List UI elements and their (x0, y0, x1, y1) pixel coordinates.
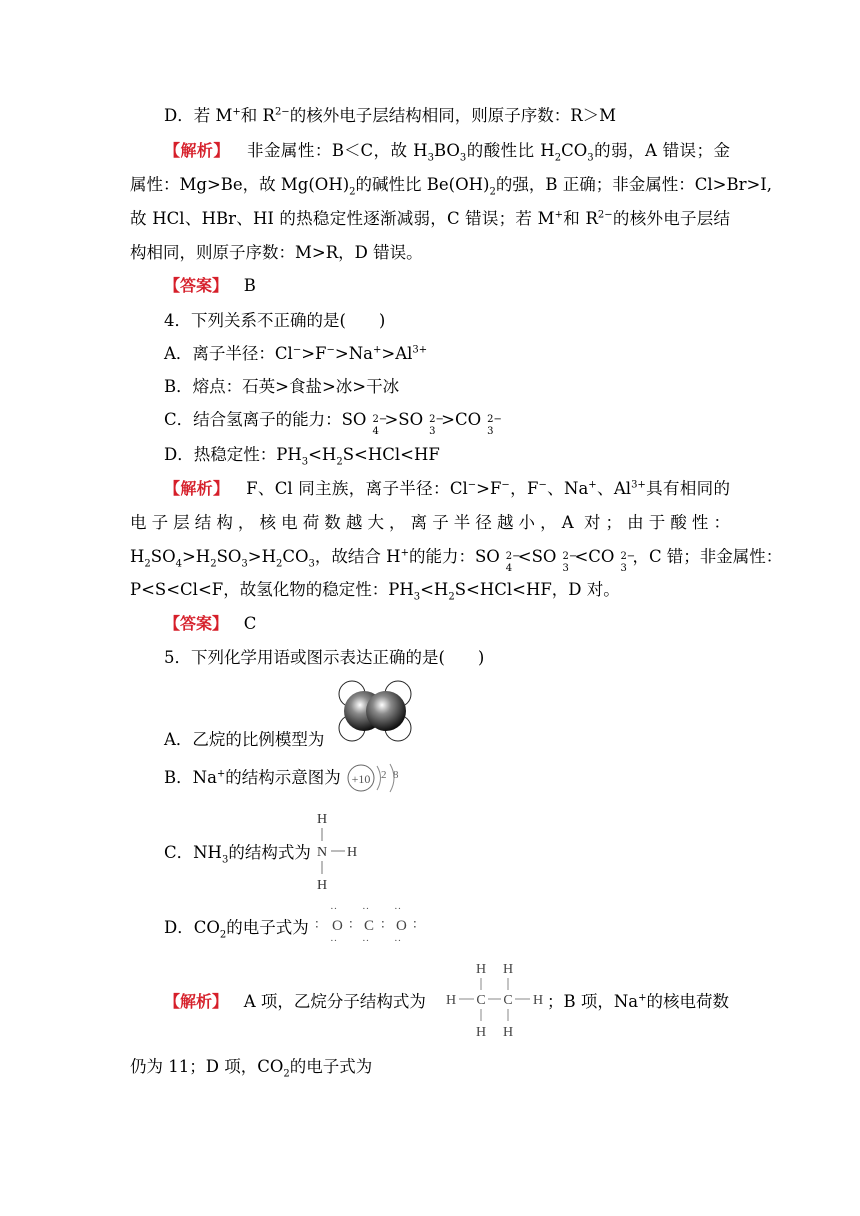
ion-script (556, 548, 578, 574)
atom-h: H (502, 1025, 514, 1040)
sub: 3 (308, 558, 315, 570)
q3-answer (164, 276, 256, 296)
atom-h: H (346, 845, 358, 860)
q5-option-a (164, 730, 324, 750)
text: B．熔点：石英>食盐>冰>干冰 (164, 377, 400, 396)
sodium-ion-structure-diagram (344, 762, 404, 796)
text: 和 R (240, 106, 275, 125)
atom-h: H (532, 993, 544, 1008)
sup: 3+ (412, 344, 428, 356)
text: <H (308, 445, 337, 464)
sub: 3 (429, 425, 436, 437)
text: 的能力：SO (408, 547, 500, 566)
analysis-label: 【解析】 (164, 479, 230, 498)
text: <SO (517, 547, 557, 566)
sub: 2 (489, 186, 496, 198)
q3-analysis-line-1 (164, 141, 730, 164)
sup: 2− (274, 106, 290, 118)
text: >H (247, 547, 277, 566)
atom-o: O (332, 918, 343, 934)
text: 非金属性：B＜C，故 H (247, 141, 428, 160)
sub: 3 (427, 152, 434, 164)
ion-script (614, 548, 636, 574)
text: F、Cl 同主族，离子半径：Cl (246, 479, 468, 498)
lone-pair: ∶ (315, 918, 319, 933)
q3-option-d (164, 106, 616, 126)
q4-analysis-line-3 (130, 547, 783, 574)
text: B．Na (164, 768, 217, 787)
lone-pair: ·· (394, 903, 402, 915)
atom-c: C (503, 993, 513, 1008)
atom-h: H (475, 1025, 487, 1040)
text: D．热稳定性：PH (164, 445, 302, 464)
text: ，故结合 H (314, 547, 401, 566)
text: C．结合氢离子的能力：SO (164, 410, 367, 429)
lone-pair: ∶ (413, 918, 417, 933)
sup: + (588, 479, 597, 491)
text: 的电子式为 (289, 1057, 373, 1076)
sup: + (232, 106, 241, 118)
q5-option-d (164, 918, 309, 941)
lone-pair: ·· (394, 935, 402, 946)
text: S<HCl<HF，D 对。 (454, 580, 620, 599)
answer-value: B (243, 276, 256, 295)
text: 具有相同的 (645, 479, 731, 498)
sub: 2 (554, 152, 562, 164)
ion-script (500, 548, 521, 574)
sup: 2− (562, 550, 578, 562)
sup: + (400, 547, 409, 559)
atom-h: H (316, 812, 328, 827)
text: 的核外电子层结 (612, 209, 730, 228)
shared-pair: ∶ (381, 918, 385, 933)
shell-electron-count: 8 (393, 769, 399, 781)
text: ，C 错；非金属性： (632, 547, 783, 566)
q5-analysis-line-1 (164, 992, 426, 1012)
carbon-atom (366, 691, 406, 731)
atom-h: H (502, 962, 514, 977)
text: 4．下列关系不正确的是( ) (164, 311, 386, 330)
text: 的电子式为 (226, 918, 309, 937)
text: 故 HCl、HBr、HI 的热稳定性逐渐减弱，C 错误；若 M (130, 209, 555, 228)
text: >Na (334, 344, 373, 363)
sub: 3 (587, 152, 594, 164)
text: >F (476, 479, 502, 498)
q5-analysis-line-1-tail (547, 992, 729, 1012)
text: 的弱，A 错误；金 (593, 141, 730, 160)
nucleus-charge: +10 (351, 772, 371, 786)
text: 的结构式为 (228, 843, 311, 862)
atom-c: C (364, 918, 375, 934)
text: >Al (381, 344, 413, 363)
lone-pair: ·· (330, 935, 338, 946)
text: 的核电荷数 (646, 992, 730, 1011)
text: CO (561, 141, 588, 160)
sub: 3 (413, 591, 421, 603)
text: 的结构示意图为 (225, 768, 341, 787)
sub: 3 (487, 425, 494, 437)
sup: 3+ (631, 479, 646, 491)
q5-option-c (164, 843, 311, 866)
sup: 2− (487, 413, 502, 425)
atom-n: N (316, 845, 328, 860)
sup: 2− (597, 209, 613, 221)
text: 的酸性比 H (466, 141, 555, 160)
atom-o: O (396, 918, 407, 934)
q4-option-c (164, 410, 502, 437)
text: S<HCl<HF (342, 445, 440, 464)
sub: 2 (276, 558, 283, 570)
text: A．乙烷的比例模型为 (164, 730, 325, 749)
sub: 4 (372, 425, 379, 437)
atom-h: H (316, 878, 328, 893)
q3-analysis-line-4 (130, 243, 423, 263)
q4-option-a (164, 344, 427, 364)
text: D．若 M (164, 106, 233, 125)
atom-c: C (476, 993, 486, 1008)
sup: − (538, 479, 547, 491)
text: ，F (509, 479, 539, 498)
sub: 2 (219, 929, 227, 941)
ion-script (481, 411, 502, 437)
q4-analysis-line-4 (130, 580, 620, 603)
sub: 2 (336, 456, 343, 468)
sub: 4 (175, 558, 182, 570)
sub: 3 (459, 152, 467, 164)
text: 5．下列化学用语或图示表达正确的是( ) (164, 648, 485, 667)
ethane-structural-formula (444, 956, 546, 1044)
text: 、Na (546, 479, 589, 498)
text: C．NH (164, 843, 222, 862)
atom-h: H (445, 993, 457, 1008)
q4-option-b (164, 377, 399, 397)
sup: 2− (505, 550, 521, 562)
lone-pair: ·· (362, 903, 370, 915)
q4-analysis-line-2 (130, 513, 730, 533)
sup: + (373, 344, 382, 356)
ammonia-structural-formula (312, 808, 364, 894)
text: 属性：Mg>Be，故 Mg(OH) (130, 175, 350, 194)
text: ；B 项，Na (547, 992, 639, 1011)
text: 和 R (562, 209, 598, 228)
text: 的碱性比 Be(OH) (355, 175, 490, 194)
sub: 2 (210, 558, 217, 570)
sub: 3 (562, 562, 569, 574)
q4-stem (164, 311, 385, 331)
q4-analysis-line-1 (164, 479, 730, 499)
shared-pair: ∶ (349, 918, 353, 933)
sup: − (501, 479, 510, 491)
sub: 2 (144, 558, 151, 570)
text: 、Al (596, 479, 632, 498)
lone-pair: ·· (362, 935, 370, 946)
sub: 2 (448, 591, 455, 603)
q4-answer (164, 614, 256, 634)
sub: 2 (283, 1068, 290, 1080)
q3-analysis-line-3 (130, 209, 730, 229)
ion-script (366, 411, 388, 437)
sup: − (292, 344, 302, 356)
text: 的核外电子层结构相同，则原子序数：R＞M (289, 106, 617, 125)
text: A．离子半径：Cl (164, 344, 293, 363)
co2-electron-formula (312, 900, 424, 946)
text: CO (282, 547, 309, 566)
shell-electron-count: 2 (381, 769, 387, 781)
q4-option-d (164, 445, 440, 468)
text: >CO (441, 410, 482, 429)
sup: 2− (429, 413, 444, 425)
sub: 2 (349, 186, 356, 198)
text: 电子层结构，核电荷数越大，离子半径越小，A 对；由于酸性： (130, 513, 730, 532)
sub: 3 (301, 456, 309, 468)
answer-label: 【答案】 (164, 614, 229, 633)
sup: − (467, 479, 477, 491)
answer-value: C (243, 614, 257, 633)
sup: + (554, 209, 563, 221)
sub: 3 (620, 562, 627, 574)
q3-analysis-line-2 (130, 175, 773, 198)
text: P<S<Cl<F，故氢化物的稳定性：PH (130, 580, 414, 599)
text: 的强，B 正确；非金属性：Cl>Br>I, (495, 175, 773, 194)
text: SO (150, 547, 176, 566)
analysis-label: 【解析】 (164, 141, 230, 160)
text: 构相同，则原子序数：M>R，D 错误。 (130, 243, 423, 262)
text: A 项，乙烷分子结构式为 (243, 992, 426, 1011)
text: SO (216, 547, 242, 566)
sup: 2− (372, 413, 388, 425)
text: >SO (384, 410, 424, 429)
text: <CO (574, 547, 615, 566)
sub: 3 (221, 854, 229, 866)
sub: 3 (241, 558, 248, 570)
analysis-label: 【解析】 (164, 992, 229, 1011)
q5-option-b (164, 768, 341, 788)
text: >F (301, 344, 327, 363)
sub: 4 (505, 562, 513, 574)
lone-pair: ·· (330, 903, 338, 915)
atom-h: H (475, 962, 487, 977)
text: D．CO (164, 918, 220, 937)
q5-analysis-line-2 (130, 1057, 373, 1080)
text: BO (433, 141, 460, 160)
sup: 2− (620, 550, 636, 562)
ion-script (423, 411, 444, 437)
sup: − (326, 344, 335, 356)
text: 仍为 11；D 项，CO (130, 1057, 284, 1076)
electron-shell-arc (377, 766, 381, 790)
text: H (130, 547, 145, 566)
q5-stem (164, 648, 484, 668)
text: <H (420, 580, 449, 599)
sup: + (638, 992, 647, 1004)
answer-label: 【答案】 (164, 276, 229, 295)
sup: + (216, 768, 226, 780)
ethane-space-filling-model (336, 680, 414, 742)
text: >H (181, 547, 211, 566)
